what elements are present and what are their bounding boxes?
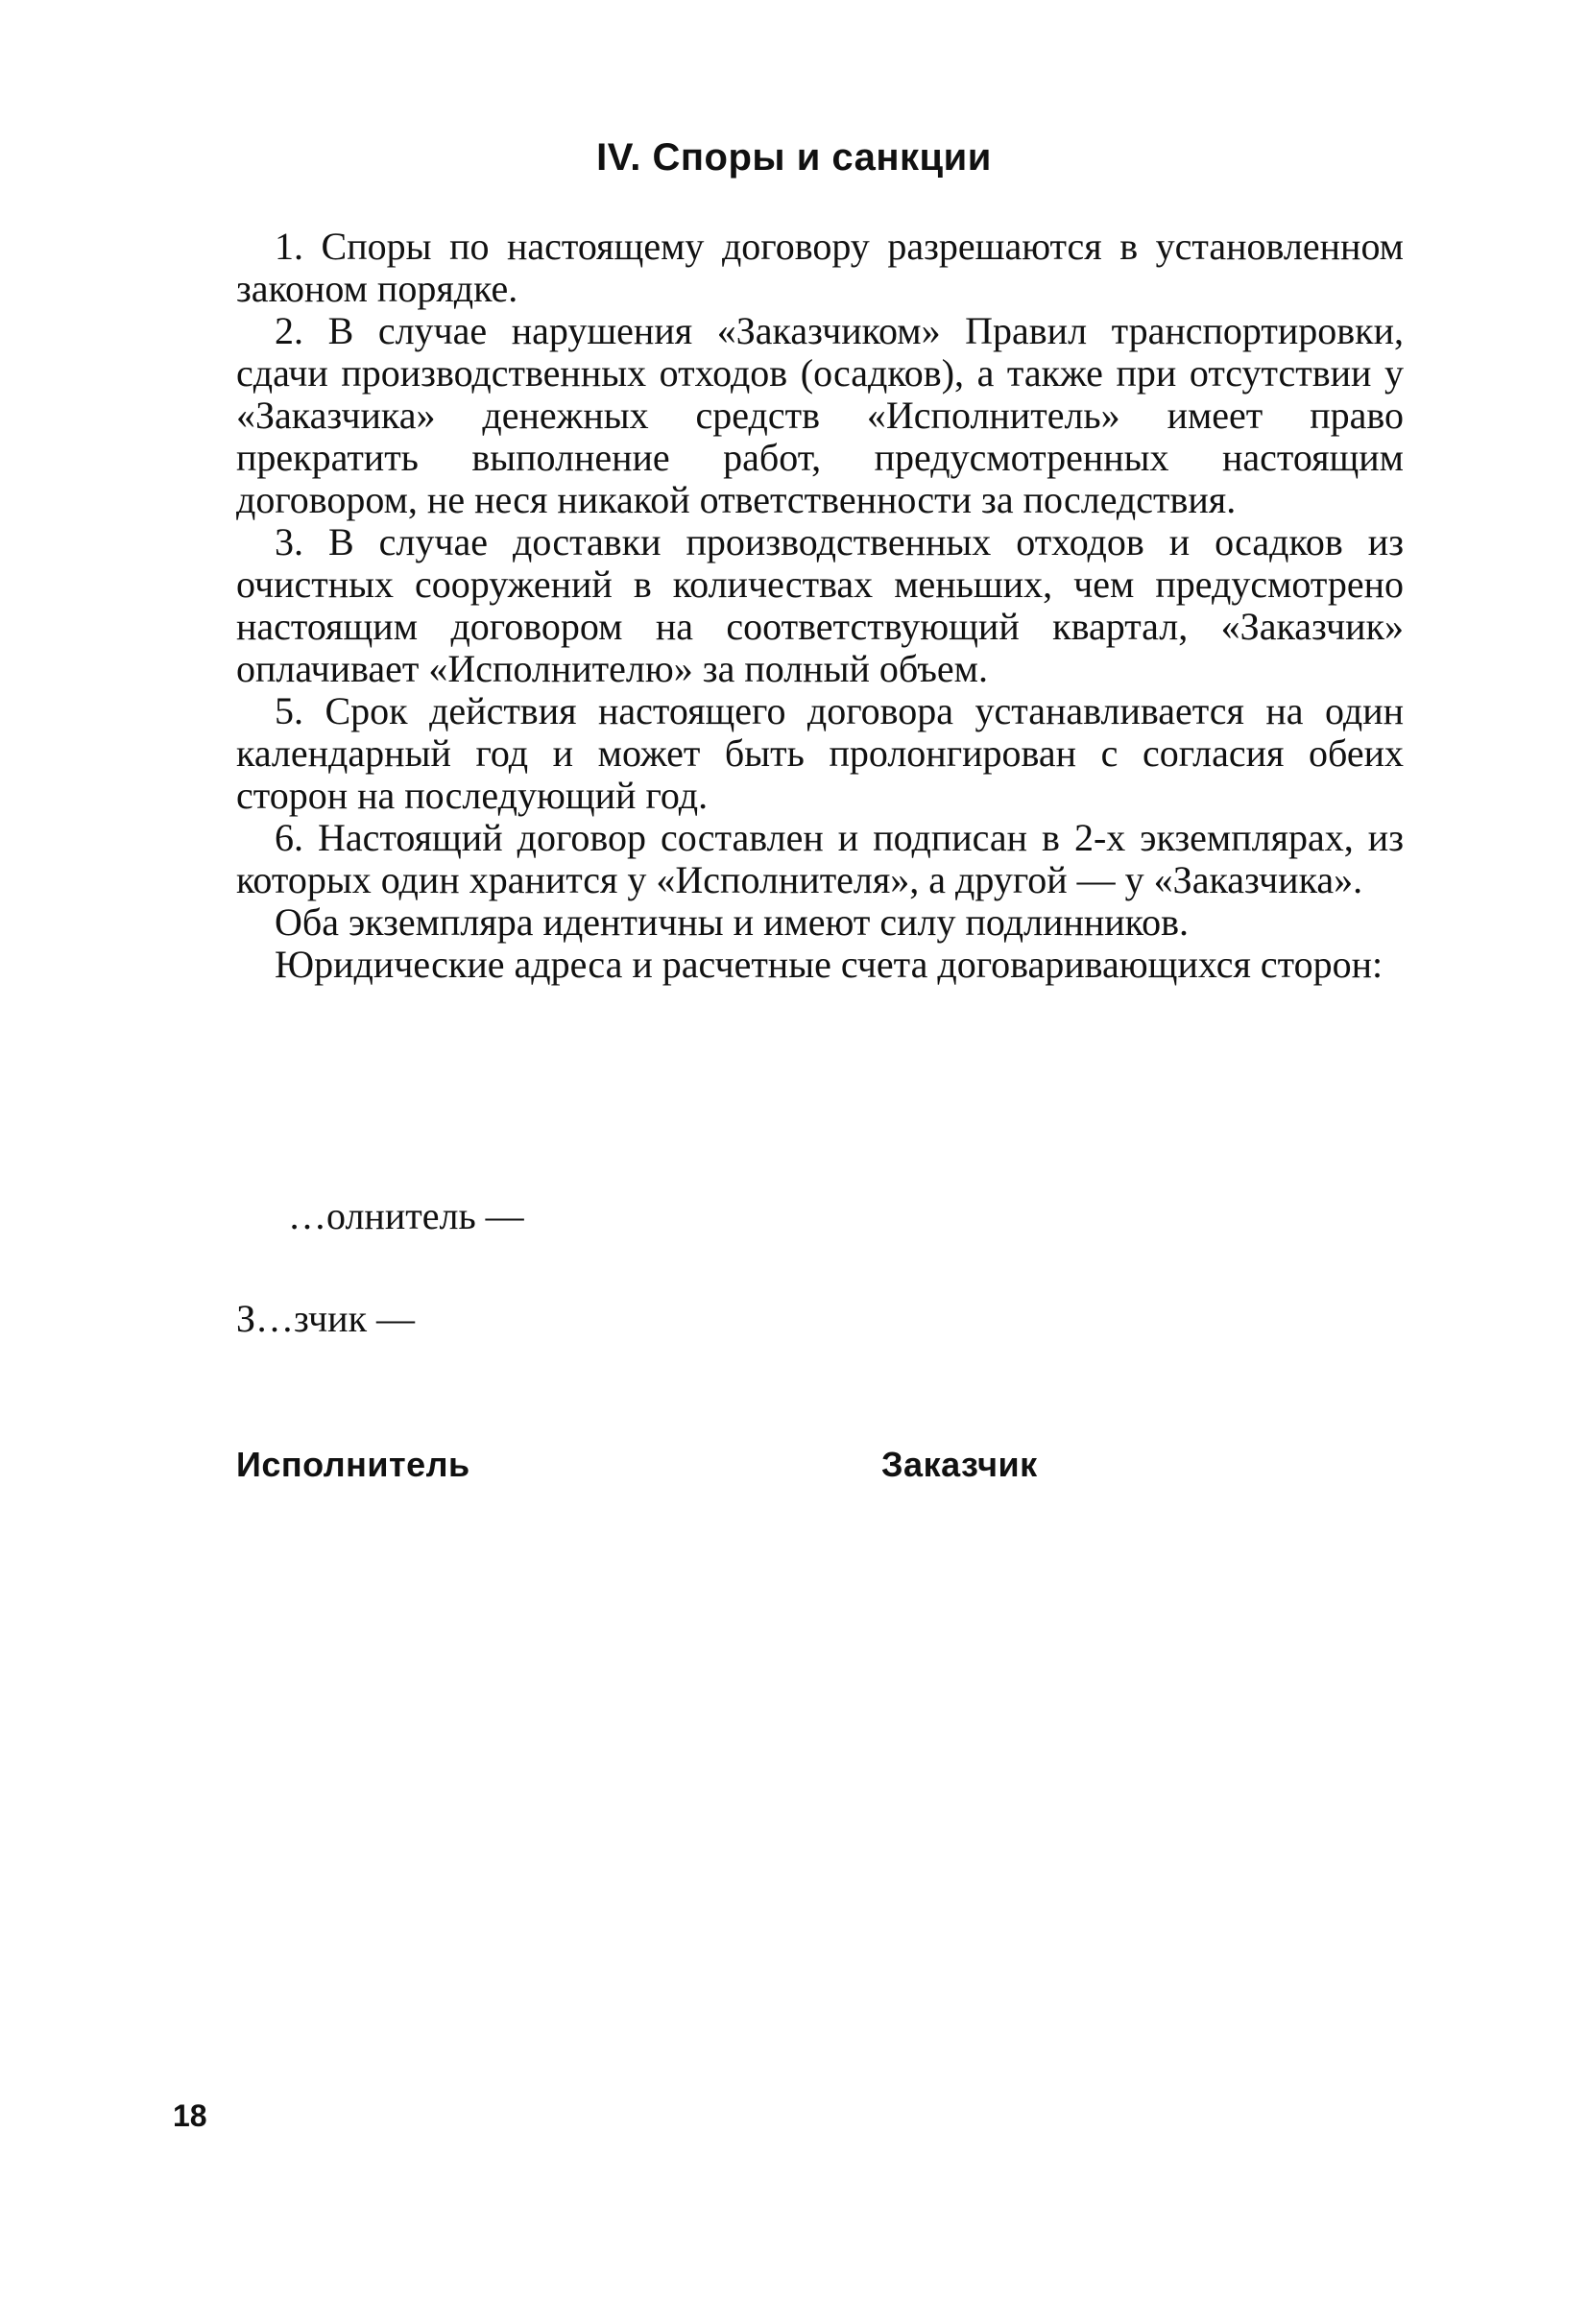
- clause-6: 6. Настоящий договор составлен и подписан в 2-х экземплярах, из которых один хранится у «Исполнителя», а другой — у «Заказчика».: [236, 816, 1404, 901]
- page-number: 18: [173, 2098, 207, 2133]
- clause-3: 3. В случае доставки производственных отходов и осадков из очистных сооружений в количествах меньших, чем предусмотрено настоящим договором на соответствующий квартал, «Заказчик» оплачивает «Исполнителю» за полный объем.: [236, 520, 1404, 690]
- copies-statement: Оба экземпляра идентичны и имеют силу подлинников.: [275, 900, 1189, 944]
- clauses-block: [236, 226, 1404, 986]
- executor-address-line: …олнитель —: [288, 1194, 524, 1237]
- customer-signature-label: Заказчик: [881, 1445, 1038, 1484]
- clause-1: 1. Споры по настоящему договору разрешаются в установленном законом порядке.: [236, 225, 1404, 310]
- executor-signature-label: Исполнитель: [236, 1445, 470, 1484]
- customer-address-line: З…зчик —: [236, 1297, 415, 1340]
- addresses-intro: Юридические адреса и расчетные счета договаривающихся сторон:: [275, 943, 1383, 986]
- clause-2: 2. В случае нарушения «Заказчиком» Правил транспортировки, сдачи производственных отходов (осадков), а также при отсутствии у «Заказчика» денежных средств «Исполнитель» имеет право прекратить выполнение работ, предусмотренных настоящим договором, не неся никакой ответственности за последствия.: [236, 309, 1404, 521]
- section-heading: IV. Споры и санкции: [596, 136, 992, 179]
- clause-5: 5. Срок действия настоящего договора устанавливается на один календарный год и может быть пролонгирован с согласия обеих сторон на последующий год.: [236, 689, 1404, 817]
